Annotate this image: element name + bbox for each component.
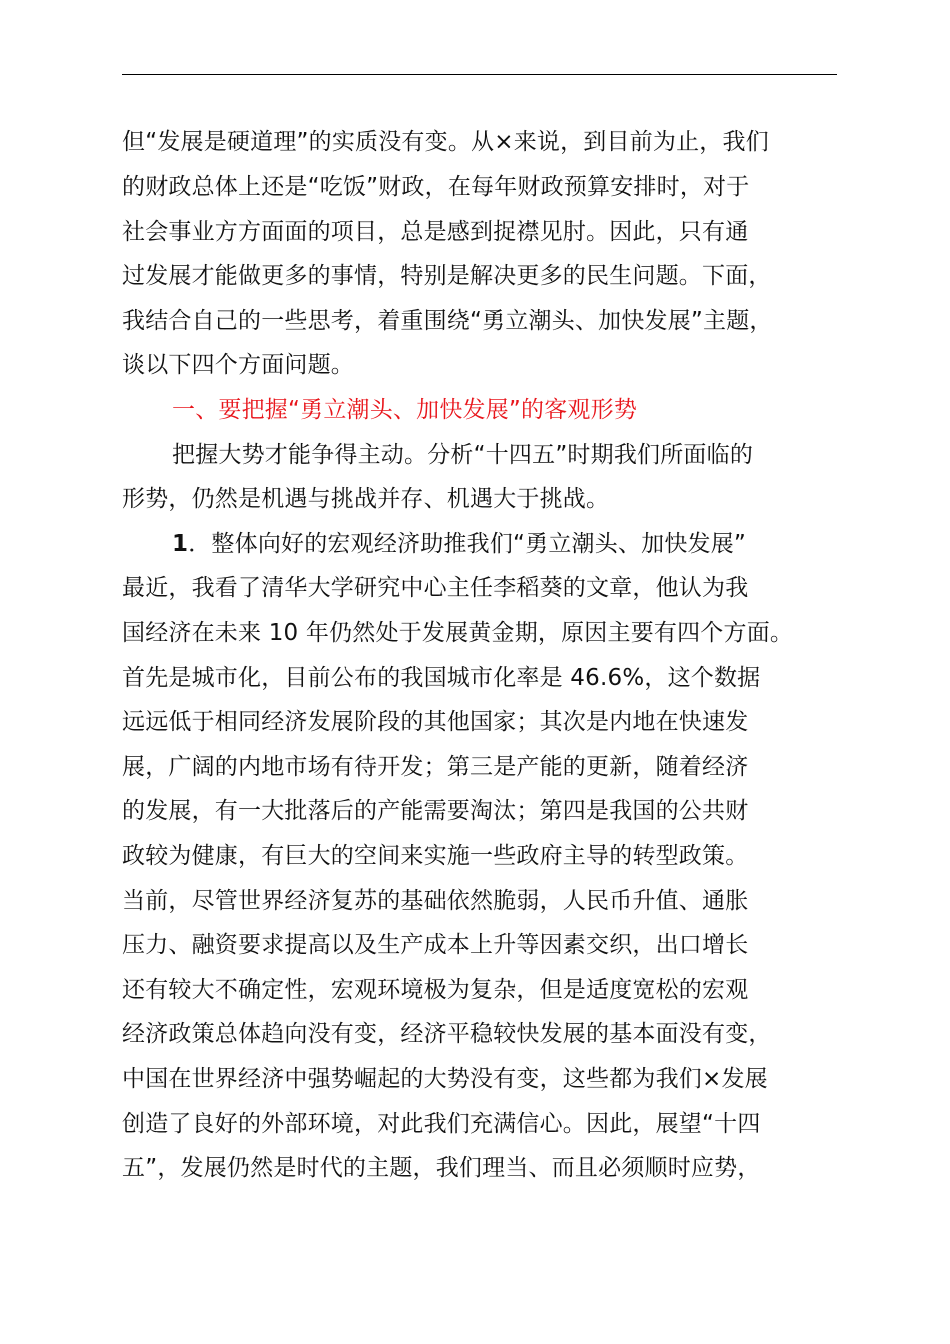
text-line: 的发展，有一大批落后的产能需要淘汰；第四是我国的公共财 [122, 798, 749, 824]
text-line: 远远低于相同经济发展阶段的其他国家；其次是内地在快速发 [122, 709, 749, 735]
text-line: 当前，尽管世界经济复苏的基础依然脆弱，人民币升值、通胀 [122, 888, 749, 914]
subsection-number: 1 [172, 531, 189, 557]
text-line: 我结合自己的一些思考，着重围绕“勇立潮头、加快发展”主题， [122, 308, 773, 334]
subsection-title-text: ．整体向好的宏观经济助推我们“勇立潮头、加快发展” [188, 531, 747, 557]
text-line: 还有较大不确定性，宏观环境极为复杂，但是适度宽松的宏观 [122, 977, 749, 1003]
text-line: 把握大势才能争得主动。分析“十四五”时期我们所面临的 [172, 442, 754, 468]
header-rule [122, 74, 837, 75]
text-line: 谈以下四个方面问题。 [122, 352, 354, 378]
text-line: 但“发展是硬道理”的实质没有变。从×来说，到目前为止，我们 [122, 129, 769, 155]
text-line: 创造了良好的外部环境，对此我们充满信心。因此，展望“十四 [122, 1111, 761, 1137]
text-line: 五”，发展仍然是时代的主题，我们理当、而且必须顺时应势， [122, 1155, 761, 1181]
text-line: 的财政总体上还是“吃饭”财政，在每年财政预算安排时，对于 [122, 174, 750, 200]
text-line: 社会事业方方面面的项目，总是感到捉襟见肘。因此，只有通 [122, 219, 749, 245]
text-line: 展，广阔的内地市场有待开发；第三是产能的更新，随着经济 [122, 754, 749, 780]
text-line: 国经济在未来 10 年仍然处于发展黄金期，原因主要有四个方面。 [122, 620, 794, 646]
text-line: 最近，我看了清华大学研究中心主任李稻葵的文章，他认为我 [122, 575, 749, 601]
text-line: 经济政策总体趋向没有变，经济平稳较快发展的基本面没有变， [122, 1021, 772, 1047]
text-line: 中国在世界经济中强势崛起的大势没有变，这些都为我们×发展 [122, 1066, 768, 1092]
text-line: 过发展才能做更多的事情，特别是解决更多的民生问题。下面， [122, 263, 772, 289]
text-line: 压力、融资要求提高以及生产成本上升等因素交织，出口增长 [122, 932, 749, 958]
text-line: 形势，仍然是机遇与挑战并存、机遇大于挑战。 [122, 486, 610, 512]
subsection-title [172, 529, 912, 559]
text-line: 政较为健康，有巨大的空间来实施一些政府主导的转型政策。 [122, 843, 749, 869]
section-heading: 一、要把握“勇立潮头、加快发展”的客观形势 [172, 397, 638, 423]
text-line: 首先是城市化，目前公布的我国城市化率是 46.6%，这个数据 [122, 665, 761, 691]
